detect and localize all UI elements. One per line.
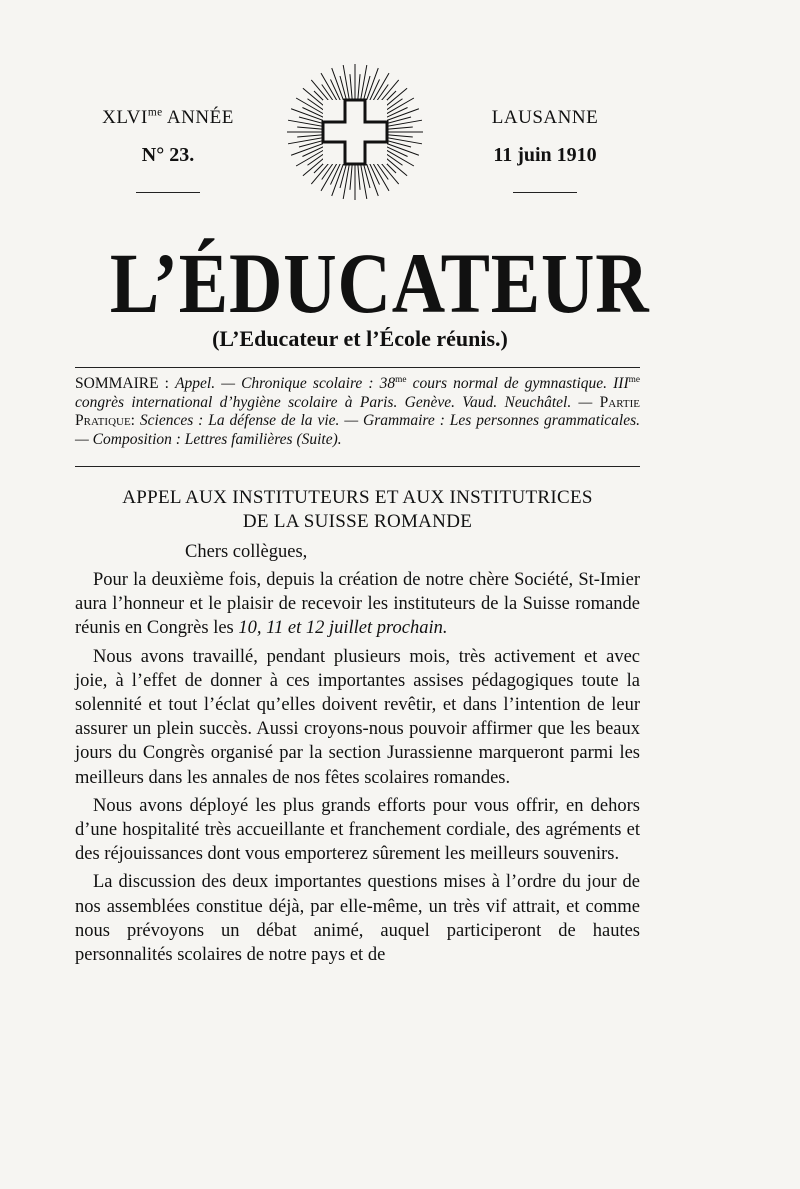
- sommaire-label: SOMMAIRE :: [75, 375, 176, 392]
- issue-number: N° 23.: [141, 144, 195, 166]
- header-left: [88, 106, 248, 193]
- issue-date: 11 juin 1910: [493, 144, 597, 166]
- paragraph-4: La discussion des deux importantes questions mises à l’ordre du jour de nos assemblées constitue déjà, par elle-même, un très vif attrait, et comme nous prévoyons un débat animé, auquel participeront de hautes personnalités scolaires de notre pays et de: [75, 872, 640, 966]
- header-left-rule: [136, 192, 200, 193]
- paragraph-1: Pour la deuxième fois, depuis la création de notre chère Société, St-Imier aura l’honneur et le plaisir de recevoir les instituteurs de la Suisse romande réunis en Congrès les 10, 11 et 12 juillet prochain.: [75, 570, 640, 639]
- masthead-subtitle: (L’Educateur et l’École réunis.): [212, 326, 508, 351]
- rule-below-sommaire: [75, 466, 640, 467]
- congress-dates: 10, 11 et 12 juillet prochain.: [238, 618, 448, 639]
- salutation: Chers collègues,: [185, 542, 308, 562]
- swiss-cross-emblem-icon: [285, 62, 425, 202]
- article-title: APPEL AUX INSTITUTEURS ET AUX INSTITUTRICES DE LA SUISSE ROMANDE: [122, 487, 593, 532]
- rule-above-sommaire: [75, 367, 640, 368]
- masthead-title: L’ÉDUCATEUR: [109, 235, 650, 331]
- city: LAUSANNE: [491, 107, 599, 128]
- sommaire: SOMMAIRE : Appel. — Chronique scolaire : $38^{me}$ cours normal de gymnastique. $III^{me}$ congrès international d’hygiène scolaire à Paris. Genève. Vaud. Neuchâtel. — Partie Pratique: Sciences : La défense de la vie. — Grammaire : Les personnes grammaticales. — Composition : Lettres familières (Suite).: [75, 374, 640, 448]
- paragraph-3: Nous avons déployé les plus grands efforts pour vous offrir, en dehors d’une hospitalité très accueillante et franchement cordiale, des agréments et des réjouissances dont vous emporterez sûrement les meilleurs souvenirs.: [75, 795, 640, 865]
- partie-pratique: Partie Pratique: [75, 393, 640, 429]
- paragraph-2: Nous avons travaillé, pendant plusieurs mois, très activement et avec joie, à l’effet de donner à ces importantes assises pédagogiques toute la solennité et tout l’éclat qu’elles doivent revêtir, et dans l’intention de leur assurer un plein succès. Aussi croyons-nous pouvoir affirmer que les beaux jours du Congrès organisé par la section Jurassienne marqueront parmi les meilleurs dans les annales de nos fêtes scolaires romandes.: [75, 646, 640, 788]
- header-right-rule: [513, 192, 577, 193]
- header-right: [470, 106, 620, 193]
- volume-year: $XLVI^{me}$ ANNÉE: [102, 106, 234, 128]
- article-body: [75, 568, 640, 967]
